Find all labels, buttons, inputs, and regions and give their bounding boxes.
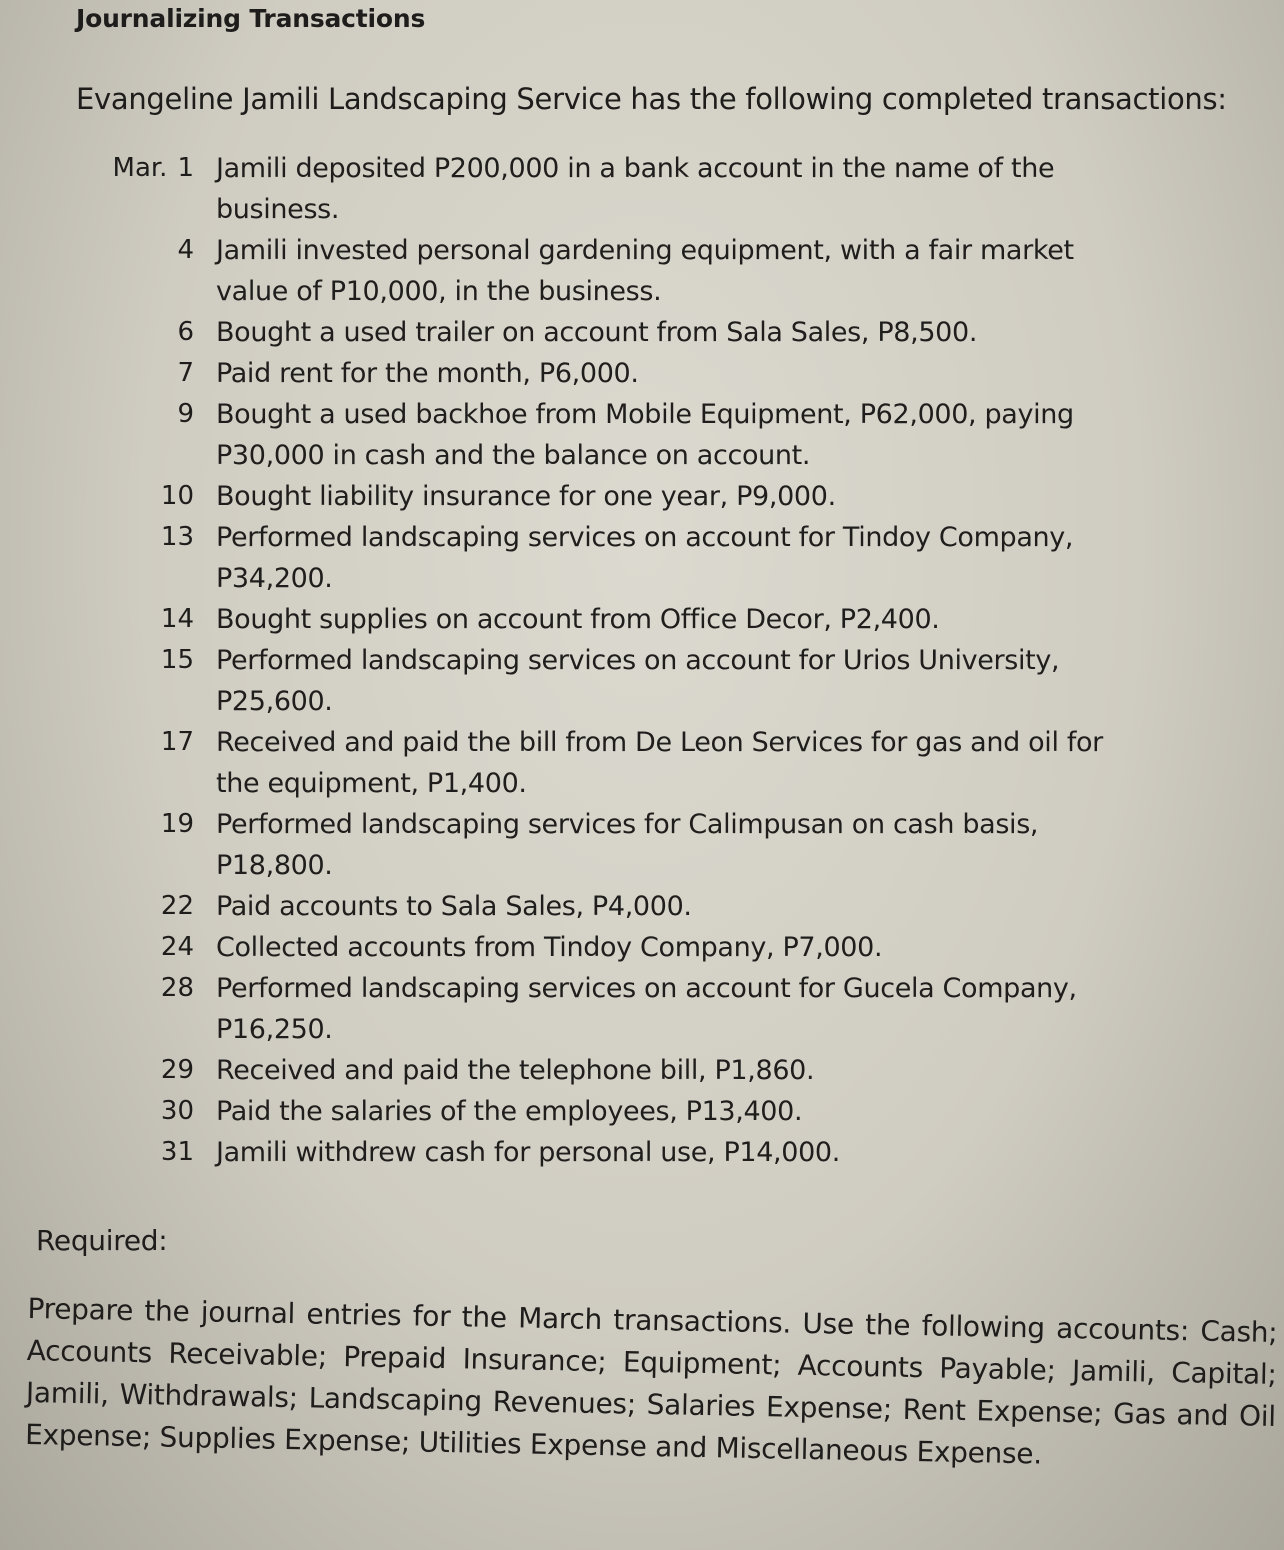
transaction-item	[90, 1091, 1150, 1132]
transaction-text: Paid the salaries of the employees, P13,400.	[216, 1096, 803, 1127]
required-heading: Required:	[36, 1224, 168, 1257]
transaction-date	[90, 148, 216, 189]
transaction-item	[90, 148, 1150, 230]
page-title: Journalizing Transactions	[76, 4, 426, 33]
transaction-item	[90, 517, 1150, 599]
transaction-day: 1	[177, 153, 194, 183]
transaction-day: 28	[160, 973, 194, 1003]
transaction-list	[90, 148, 1150, 1173]
transaction-text: Jamili invested personal gardening equipment, with a fair market value of P10,000, in the business.	[216, 235, 1074, 307]
transaction-month: Mar.	[112, 153, 168, 183]
transaction-text: Performed landscaping services on account for Gucela Company, P16,250.	[216, 973, 1077, 1045]
transaction-day: 29	[160, 1055, 194, 1085]
transaction-text: Performed landscaping services for Calimpusan on cash basis, P18,800.	[216, 809, 1039, 881]
transaction-text: Bought liability insurance for one year, P9,000.	[216, 481, 836, 512]
transaction-item	[90, 927, 1150, 968]
transaction-item	[90, 353, 1150, 394]
transaction-day: 9	[177, 399, 194, 429]
transaction-item	[90, 804, 1150, 886]
transaction-day: 17	[160, 727, 194, 757]
transaction-item	[90, 640, 1150, 722]
transaction-day: 10	[160, 481, 194, 511]
transaction-item	[90, 230, 1150, 312]
transaction-item	[90, 476, 1150, 517]
transaction-text: Paid rent for the month, P6,000.	[216, 358, 639, 389]
transaction-day: 24	[160, 932, 194, 962]
transaction-item	[90, 968, 1150, 1050]
transaction-text: Paid accounts to Sala Sales, P4,000.	[216, 891, 692, 922]
transaction-day: 7	[177, 358, 194, 388]
transaction-text: Performed landscaping services on account for Urios University, P25,600.	[216, 645, 1060, 717]
intro-text: Evangeline Jamili Landscaping Service has the following completed transactions:	[76, 82, 1227, 116]
transaction-text: Jamili withdrew cash for personal use, P14,000.	[216, 1137, 840, 1168]
transaction-day: 31	[160, 1137, 194, 1167]
transaction-item	[90, 312, 1150, 353]
transaction-day: 15	[160, 645, 194, 675]
transaction-text: Bought a used trailer on account from Sala Sales, P8,500.	[216, 317, 978, 348]
transaction-item	[90, 722, 1150, 804]
transaction-day: 4	[177, 235, 194, 265]
transaction-text: Collected accounts from Tindoy Company, P7,000.	[216, 932, 883, 963]
transaction-item	[90, 599, 1150, 640]
transaction-day: 19	[160, 809, 194, 839]
transaction-text: Bought supplies on account from Office Decor, P2,400.	[216, 604, 940, 635]
transaction-text: Performed landscaping services on account for Tindoy Company, P34,200.	[216, 522, 1074, 594]
transaction-day: 22	[160, 891, 194, 921]
transaction-item	[90, 394, 1150, 476]
transaction-item	[90, 1132, 1150, 1173]
transaction-item	[90, 886, 1150, 927]
transaction-text: Jamili deposited P200,000 in a bank account in the name of the business.	[216, 153, 1055, 225]
transaction-day: 6	[177, 317, 194, 347]
transaction-day: 14	[160, 604, 194, 634]
transaction-day: 13	[160, 522, 194, 552]
transaction-text: Bought a used backhoe from Mobile Equipment, P62,000, paying P30,000 in cash and the balance on account.	[216, 399, 1074, 471]
transaction-item	[90, 1050, 1150, 1091]
transaction-text: Received and paid the bill from De Leon Services for gas and oil for the equipment, P1,400.	[216, 727, 1103, 799]
transaction-day: 30	[160, 1096, 194, 1126]
transaction-text: Received and paid the telephone bill, P1,860.	[216, 1055, 815, 1086]
instructions-text: Prepare the journal entries for the March transactions. Use the following accounts: Cash; Accounts Receivable; Prepaid Insurance; Equipment; Accounts Payable; Jamili, Capital; Jamili, Withdrawals; Landscaping Revenues; Salaries Expense; Rent Expense; Gas and Oil Expense; Supplies Expense; Utilities Expense and Miscellaneous Expense.	[24, 1291, 1278, 1471]
